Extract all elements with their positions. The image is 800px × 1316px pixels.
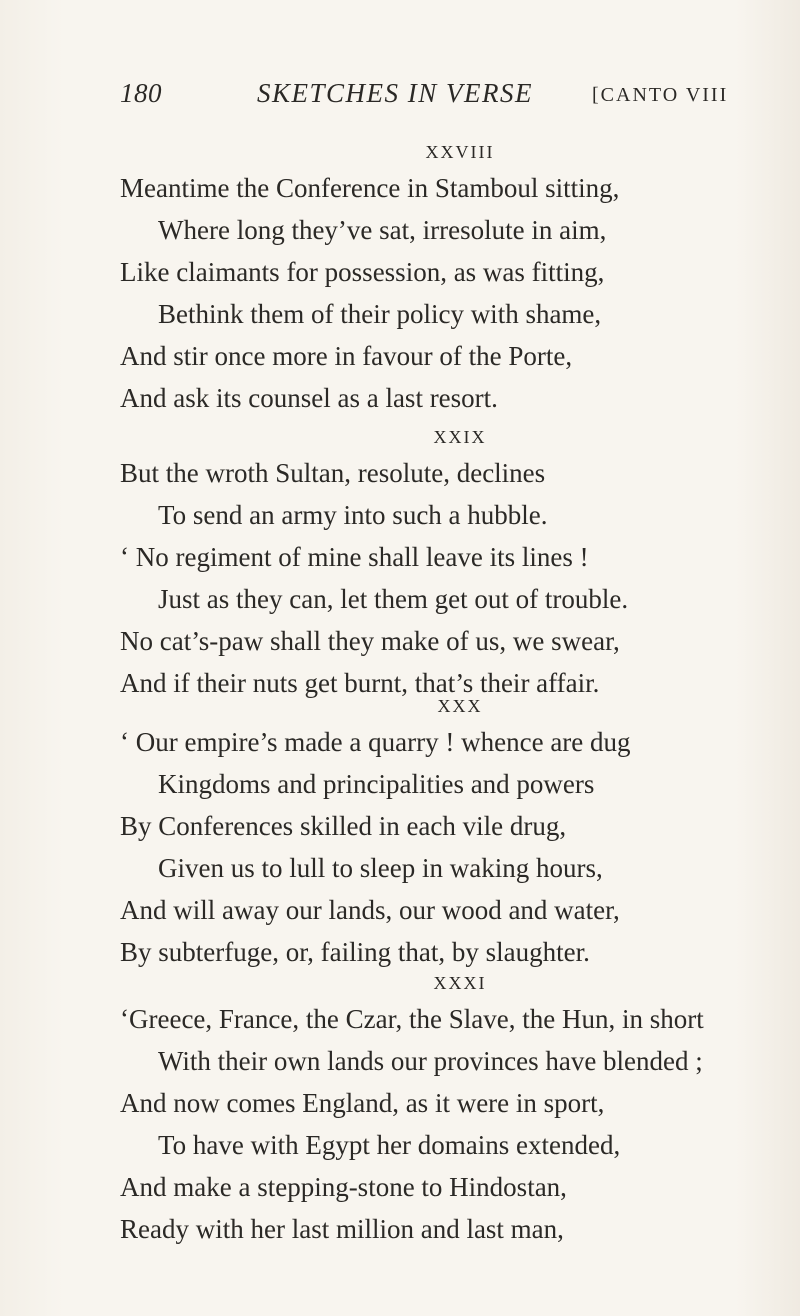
verse-line: With their own lands our provinces have blended ;	[158, 1046, 703, 1076]
stanza-numeral: XXX	[437, 696, 483, 716]
verse-line: Given us to lull to sleep in waking hours,	[158, 853, 603, 883]
verse-line: And will away our lands, our wood and water,	[120, 895, 620, 925]
verse-line: By Conferences skilled in each vile drug,	[120, 811, 567, 841]
verse-line: And make a stepping-stone to Hindostan,	[120, 1172, 567, 1202]
verse-line: Just as they can, let them get out of trouble.	[158, 584, 629, 614]
stanza-numeral: XXVIII	[425, 142, 495, 162]
verse-line: Meantime the Conference in Stamboul sitting,	[120, 173, 620, 203]
verse-line: To have with Egypt her domains extended,	[158, 1130, 621, 1160]
stanza-xxxi	[120, 968, 780, 1250]
running-title: SKETCHES IN VERSE	[257, 78, 533, 108]
verse-line: ‘ No regiment of mine shall leave its lines !	[120, 542, 589, 572]
running-head	[120, 78, 770, 114]
verse-line: And now comes England, as it were in sport,	[120, 1088, 605, 1118]
verse-line: ‘ Our empire’s made a quarry ! whence are dug	[120, 727, 631, 757]
verse-line: And ask its counsel as a last resort.	[120, 383, 498, 413]
verse-line: By subterfuge, or, failing that, by slaughter.	[120, 937, 590, 967]
stanza-numeral: XXIX	[433, 427, 487, 447]
verse-line: To send an army into such a hubble.	[158, 500, 548, 530]
verse-line: ‘Greece, France, the Czar, the Slave, the Hun, in short	[120, 1004, 704, 1034]
verse-line: But the wroth Sultan, resolute, declines	[120, 458, 546, 488]
stanza-xxix	[120, 422, 780, 704]
stanza-xxviii	[120, 137, 780, 419]
verse-line: Ready with her last million and last man,	[120, 1214, 564, 1244]
verse-line: And if their nuts get burnt, that’s their affair.	[120, 668, 600, 698]
verse-line: Where long they’ve sat, irresolute in aim,	[158, 215, 607, 245]
stanza-numeral: XXXI	[433, 973, 487, 993]
page-number: 180	[120, 78, 162, 108]
verse-line: Kingdoms and principalities and powers	[158, 769, 595, 799]
verse-line: No cat’s-paw shall they make of us, we swear,	[120, 626, 620, 656]
stanza-xxx	[120, 691, 780, 973]
verse-line: Bethink them of their policy with shame,	[158, 299, 602, 329]
verse-line: And stir once more in favour of the Porte,	[120, 341, 573, 371]
canto-label: [CANTO VIII	[592, 84, 729, 106]
verse-line: Like claimants for possession, as was fitting,	[120, 257, 605, 287]
